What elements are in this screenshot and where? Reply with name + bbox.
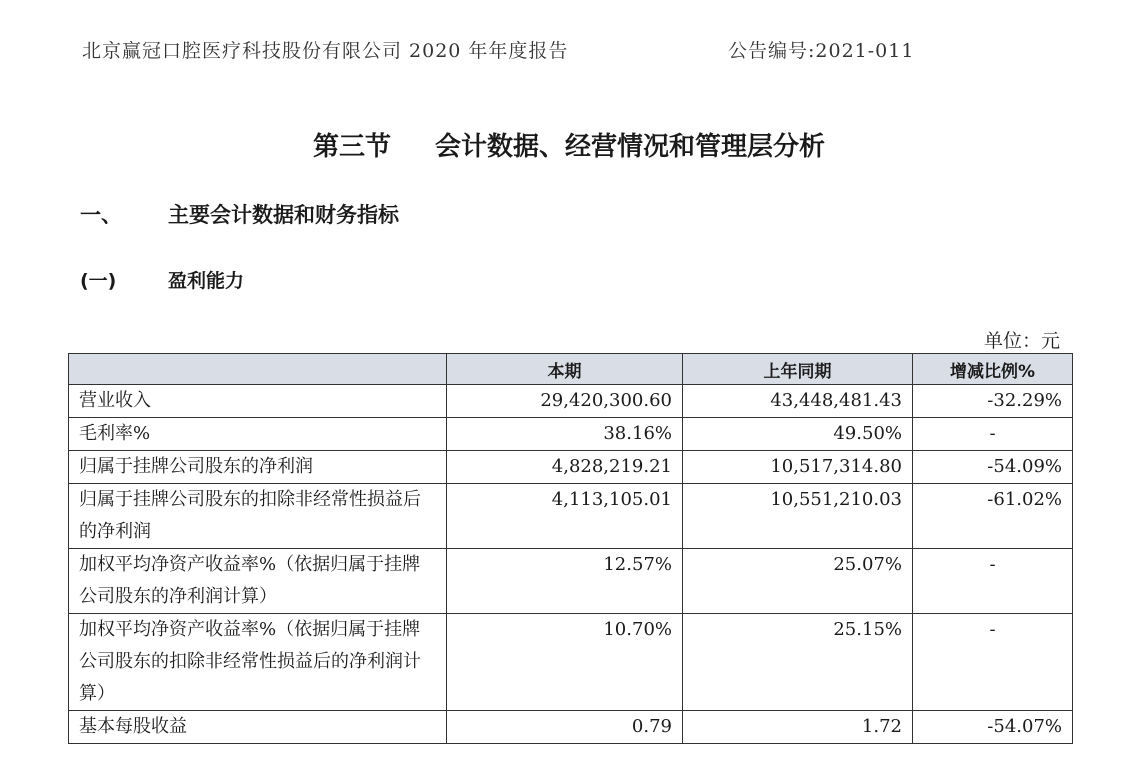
heading-2-title: 盈利能力 <box>168 270 245 292</box>
row-prior: 10,517,314.80 <box>683 451 913 484</box>
row-change: - <box>913 614 1073 711</box>
unit-label: 单位：元 <box>983 330 1060 352</box>
profitability-table <box>68 353 1073 744</box>
row-current: 38.16% <box>447 418 683 451</box>
row-item: 营业收入 <box>69 385 447 418</box>
row-prior: 1.72 <box>683 711 913 744</box>
row-change: -54.09% <box>913 451 1073 484</box>
row-item: 加权平均净资产收益率%（依据归属于挂牌公司股东的净利润计算） <box>69 549 447 614</box>
row-current: 12.57% <box>447 549 683 614</box>
row-change: -54.07% <box>913 711 1073 744</box>
heading-1-title: 主要会计数据和财务指标 <box>168 203 399 227</box>
row-prior: 10,551,210.03 <box>683 484 913 549</box>
report-header-title: 北京赢冠口腔医疗科技股份有限公司 2020 年年度报告 <box>82 40 569 62</box>
row-item: 毛利率% <box>69 418 447 451</box>
table-row <box>69 451 1073 484</box>
table-row <box>69 711 1073 744</box>
row-current: 4,828,219.21 <box>447 451 683 484</box>
announcement-number: 公告编号:2021-011 <box>728 40 915 62</box>
table-row <box>69 614 1073 711</box>
row-change: - <box>913 549 1073 614</box>
row-change: -32.29% <box>913 385 1073 418</box>
row-current: 0.79 <box>447 711 683 744</box>
column-header-item <box>69 354 447 385</box>
heading-1-number: 一、 <box>80 203 122 227</box>
row-current: 10.70% <box>447 614 683 711</box>
table-row <box>69 385 1073 418</box>
row-change: -61.02% <box>913 484 1073 549</box>
row-current: 29,420,300.60 <box>447 385 683 418</box>
row-prior: 49.50% <box>683 418 913 451</box>
section-name: 会计数据、经营情况和管理层分析 <box>435 132 826 162</box>
table-row <box>69 549 1073 614</box>
column-header-prior: 上年同期 <box>683 354 913 385</box>
row-prior: 43,448,481.43 <box>683 385 913 418</box>
row-item: 加权平均净资产收益率%（依据归属于挂牌公司股东的扣除非经常性损益后的净利润计算） <box>69 614 447 711</box>
row-item: 基本每股收益 <box>69 711 447 744</box>
row-prior: 25.07% <box>683 549 913 614</box>
row-item: 归属于挂牌公司股东的扣除非经常性损益后的净利润 <box>69 484 447 549</box>
heading-2-number: (一) <box>80 270 117 292</box>
column-header-change: 增减比例% <box>913 354 1073 385</box>
heading-level-2 <box>80 266 244 293</box>
table-row <box>69 418 1073 451</box>
row-change: - <box>913 418 1073 451</box>
section-number: 第三节 <box>312 132 391 162</box>
row-current: 4,113,105.01 <box>447 484 683 549</box>
heading-level-1 <box>80 199 399 229</box>
row-item: 归属于挂牌公司股东的净利润 <box>69 451 447 484</box>
column-header-current: 本期 <box>447 354 683 385</box>
table-header-row <box>69 354 1073 385</box>
row-prior: 25.15% <box>683 614 913 711</box>
table-row <box>69 484 1073 549</box>
section-title <box>0 126 1138 163</box>
